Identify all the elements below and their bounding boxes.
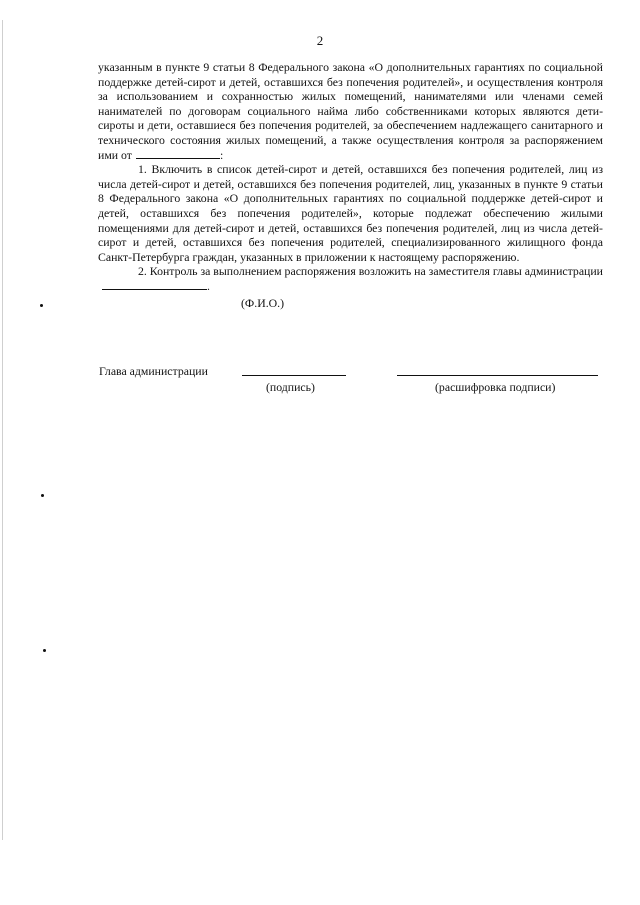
page-edge-line — [2, 20, 3, 840]
page-number: 2 — [316, 33, 324, 48]
item-1-paragraph: 1. Включить в список детей-сирот и детей, оставшихся без попечения родителей, лиц из числа детей-сирот и детей, оставшихся без попечения родителей, лиц, указанных в пункте 9 статьи 8 Федерального закона «О дополнительных гарантиях по социальной поддержке детей-сирот и детей, оставшихся без попечения родителей», которые подлежат обеспечению жилыми помещениями для детей-сирот и детей, оставшихся без попечения родителей, лиц из числа детей-сирот и детей, оставшихся без попечения родителей, специализированного жилищного фонда Санкт-Петербурга граждан, указанных в приложении к настоящему распоряжению. — [98, 162, 603, 264]
margin-dot — [43, 649, 46, 652]
signature-label: Глава администрации — [99, 364, 208, 378]
signature-line — [242, 375, 346, 376]
item-2-end: . — [207, 278, 210, 293]
fio-caption: (Ф.И.О.) — [241, 295, 285, 310]
item-2-paragraph — [98, 264, 603, 310]
signature-decode-caption: (расшифровка подписи) — [435, 380, 556, 394]
margin-dot — [41, 494, 44, 497]
margin-dot — [40, 304, 43, 307]
item-2-text: 2. Контроль за выполнением распоряжения возложить на заместителя главы администрации — [138, 264, 603, 279]
signature-caption: (подпись) — [266, 380, 315, 394]
date-blank-field — [136, 149, 220, 159]
fio-blank-field — [102, 280, 207, 290]
intro-paragraph — [98, 60, 603, 162]
intro-end: : — [219, 147, 224, 162]
document-body — [98, 60, 603, 310]
signature-decode-line — [397, 375, 598, 376]
intro-text: указанным в пункте 9 статьи 8 Федерального закона «О дополнительных гарантиях по социальной поддержке детей-сирот и детей, оставшихся без попечения родителей», и осуществления контроля за использованием и сохранностью жилых помещений, нанимателями или членами семей нанимателей по договорам социального найма либо собственниками которых являются дети-сироты и дети, оставшиеся без попечения родителей, за обеспечением надлежащего санитарного и технического состояния жилых помещений, а также осуществления контроля за распоряжением ими от — [98, 60, 603, 162]
